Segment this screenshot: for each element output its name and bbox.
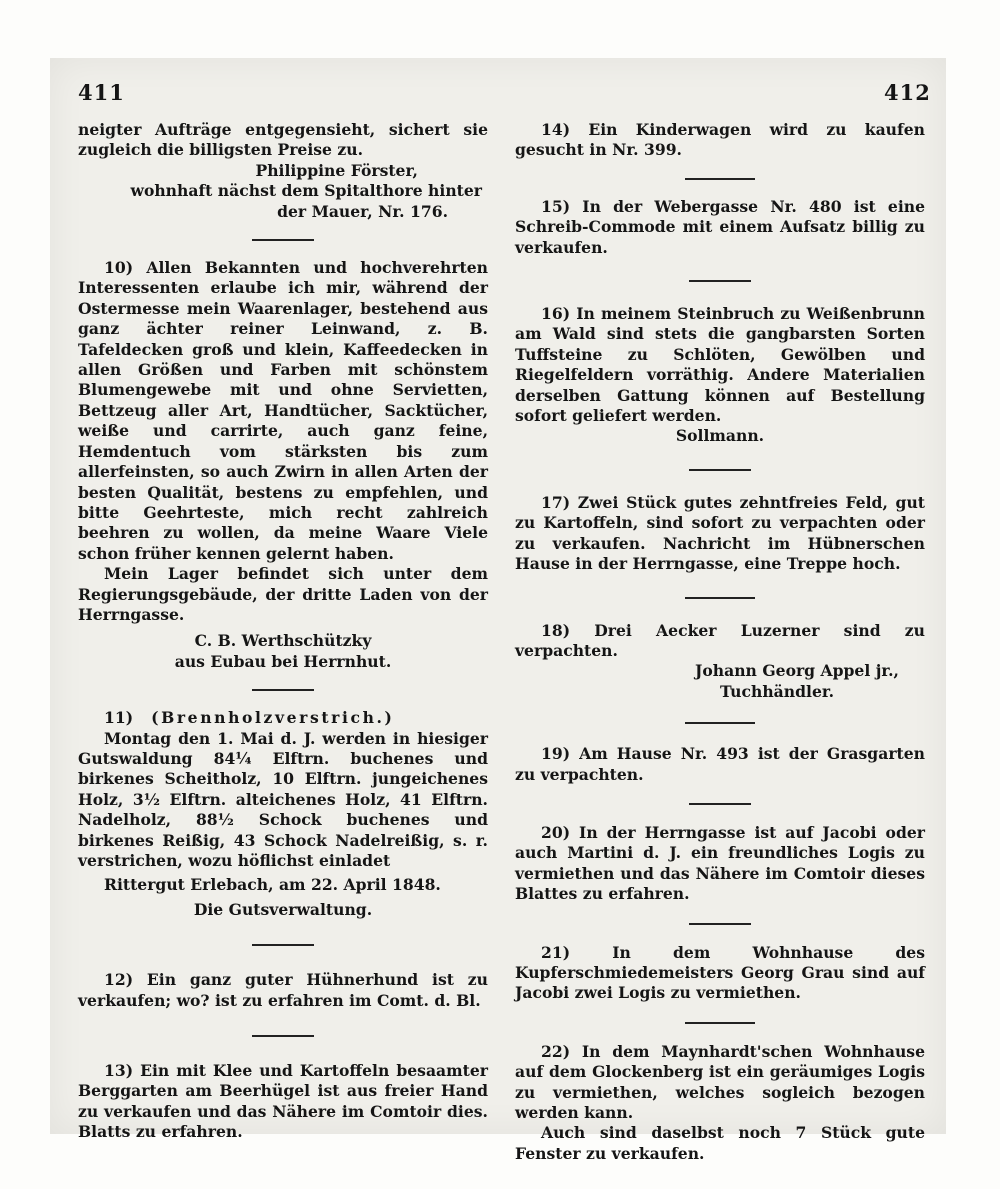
- ad-11-title: (Brennholzverstrich.): [151, 708, 395, 728]
- ad-18-signature-2: Tuchhändler.: [720, 681, 835, 701]
- ad-13-text: 13) Ein mit Klee und Kartoffeln besaamter Berggarten am Beerhügel ist aus freier Hand zu verkaufen und das Nähere im Comtoir dies. Blatts zu erfahren.: [78, 1061, 488, 1142]
- ad-11-signature: Die Gutsverwaltung.: [193, 899, 373, 919]
- divider-rule: [252, 944, 314, 946]
- ad-17-text: 17) Zwei Stück gutes zehntfreies Feld, gut zu Kartoffeln, sind sofort zu verpachten oder zu verkaufen. Nachricht im Hübnerschen Hause in der Herrngasse, eine Treppe hoch.: [515, 492, 925, 574]
- ad-10-signature-1: C. B. Werthschützky: [194, 631, 372, 651]
- divider-rule: [689, 469, 751, 471]
- divider-rule: [685, 597, 755, 599]
- divider-rule: [685, 722, 755, 724]
- ad-continuation-text: neigter Aufträge entgegensieht, sichert sie zugleich die billigsten Preise zu.: [78, 120, 488, 160]
- ad-11-place-date: Rittergut Erlebach, am 22. April 1848.: [104, 875, 441, 895]
- ad-15-text: 15) In der Webergasse Nr. 480 ist eine Schreib-Commode mit einem Aufsatz billig zu verkaufen.: [515, 196, 925, 257]
- divider-rule: [252, 689, 314, 691]
- ad-18-text: 18) Drei Aecker Luzerner sind zu verpachten.: [515, 620, 925, 660]
- ad-11-number: 11): [104, 708, 134, 728]
- ad-16-text: 16) In meinem Steinbruch zu Weißenbrunn am Wald sind stets die gangbarsten Sorten Tuffsteine zu Schlöten, Gewölben und Riegelfeldern vorräthig. Andere Materialien derselben Gattung können auf Bestellung sofort geliefert werden.: [515, 304, 925, 426]
- ad-10-signature-2: aus Eubau bei Herrnhut.: [174, 651, 392, 671]
- divider-rule: [689, 803, 751, 805]
- ad-19-text: 19) Am Hause Nr. 493 ist der Grasgarten zu verpachten.: [515, 744, 925, 784]
- divider-rule: [685, 1022, 755, 1024]
- page-number-left: 411: [78, 80, 125, 105]
- ad-12-text: 12) Ein ganz guter Hühnerhund ist zu verkaufen; wo? ist zu erfahren im Comt. d. Bl.: [78, 970, 488, 1010]
- ad-21-text: 21) In dem Wohnhause des Kupferschmiedemeisters Georg Grau sind auf Jacobi zwei Logis zu vermiethen.: [515, 942, 925, 1003]
- left-column: [78, 120, 488, 1143]
- ad-22-text: 22) In dem Maynhardt'schen Wohnhause auf dem Glockenberg ist ein geräumiges Logis zu vermiethen, welches sogleich bezogen werden kann.: [515, 1041, 925, 1122]
- ad-11-heading: [78, 708, 488, 728]
- divider-rule: [252, 1035, 314, 1037]
- ad-11-text: Montag den 1. Mai d. J. werden in hiesiger Gutswaldung 84¼ Elftrn. buchenes und birkenes Scheitholz, 10 Elftrn. jungeichenes Holz, 3½ Elftrn. alteichenes Holz, 41 Elftrn. Nadelholz, 88½ Schock buchenes und birkenes Reißig, 43 Schock Nadelreißig, s. r. verstrichen, wozu höflichst einladet: [78, 728, 488, 870]
- ad-14-text: 14) Ein Kinderwagen wird zu kaufen gesucht in Nr. 399.: [515, 120, 925, 160]
- divider-rule: [689, 923, 751, 925]
- ad-10-text-2: Mein Lager befindet sich unter dem Regierungsgebäude, der dritte Laden von der Herrngasse.: [78, 564, 488, 624]
- page-number-right: 412: [884, 80, 931, 105]
- ad-continuation-signature-3: der Mauer, Nr. 176.: [277, 201, 448, 221]
- ad-continuation-signature-2: wohnhaft nächst dem Spitalthore hinter: [130, 181, 482, 201]
- divider-rule: [252, 239, 314, 241]
- right-column: [515, 120, 925, 1164]
- ad-16-signature: Sollmann.: [675, 426, 765, 446]
- ad-18-signature-1: Johann Georg Appel jr.,: [695, 661, 899, 681]
- ad-22-text-2: Auch sind daselbst noch 7 Stück gute Fenster zu verkaufen.: [515, 1123, 925, 1163]
- divider-rule: [689, 280, 751, 282]
- divider-rule: [685, 178, 755, 180]
- ad-continuation-signature-1: Philippine Förster,: [255, 160, 418, 180]
- ad-10-text: 10) Allen Bekannten und hochverehrten Interessenten erlaube ich mir, während der Ostermesse mein Waarenlager, bestehend aus ganz ächter reiner Leinwand, z. B. Tafeldecken groß und klein, Kaffeedecken in allen Größen und Farben mit schönstem Blumengewebe mit und ohne Servietten, Bettzeug aller Art, Handtücher, Sacktücher, weiße und carrirte, auch ganz feine, Hemdentuch vom stärksten bis zum allerfeinsten, so auch Zwirn in allen Arten der besten Qualität, bestens zu empfehlen, und bitte Geehrteste, mich recht zahlreich beehren zu wollen, da meine Waare Viele schon früher kennen gelernt haben.: [78, 258, 488, 563]
- ad-20-text: 20) In der Herrngasse ist auf Jacobi oder auch Martini d. J. ein freundliches Logis zu vermiethen und das Nähere im Comtoir dieses Blattes zu erfahren.: [515, 822, 925, 904]
